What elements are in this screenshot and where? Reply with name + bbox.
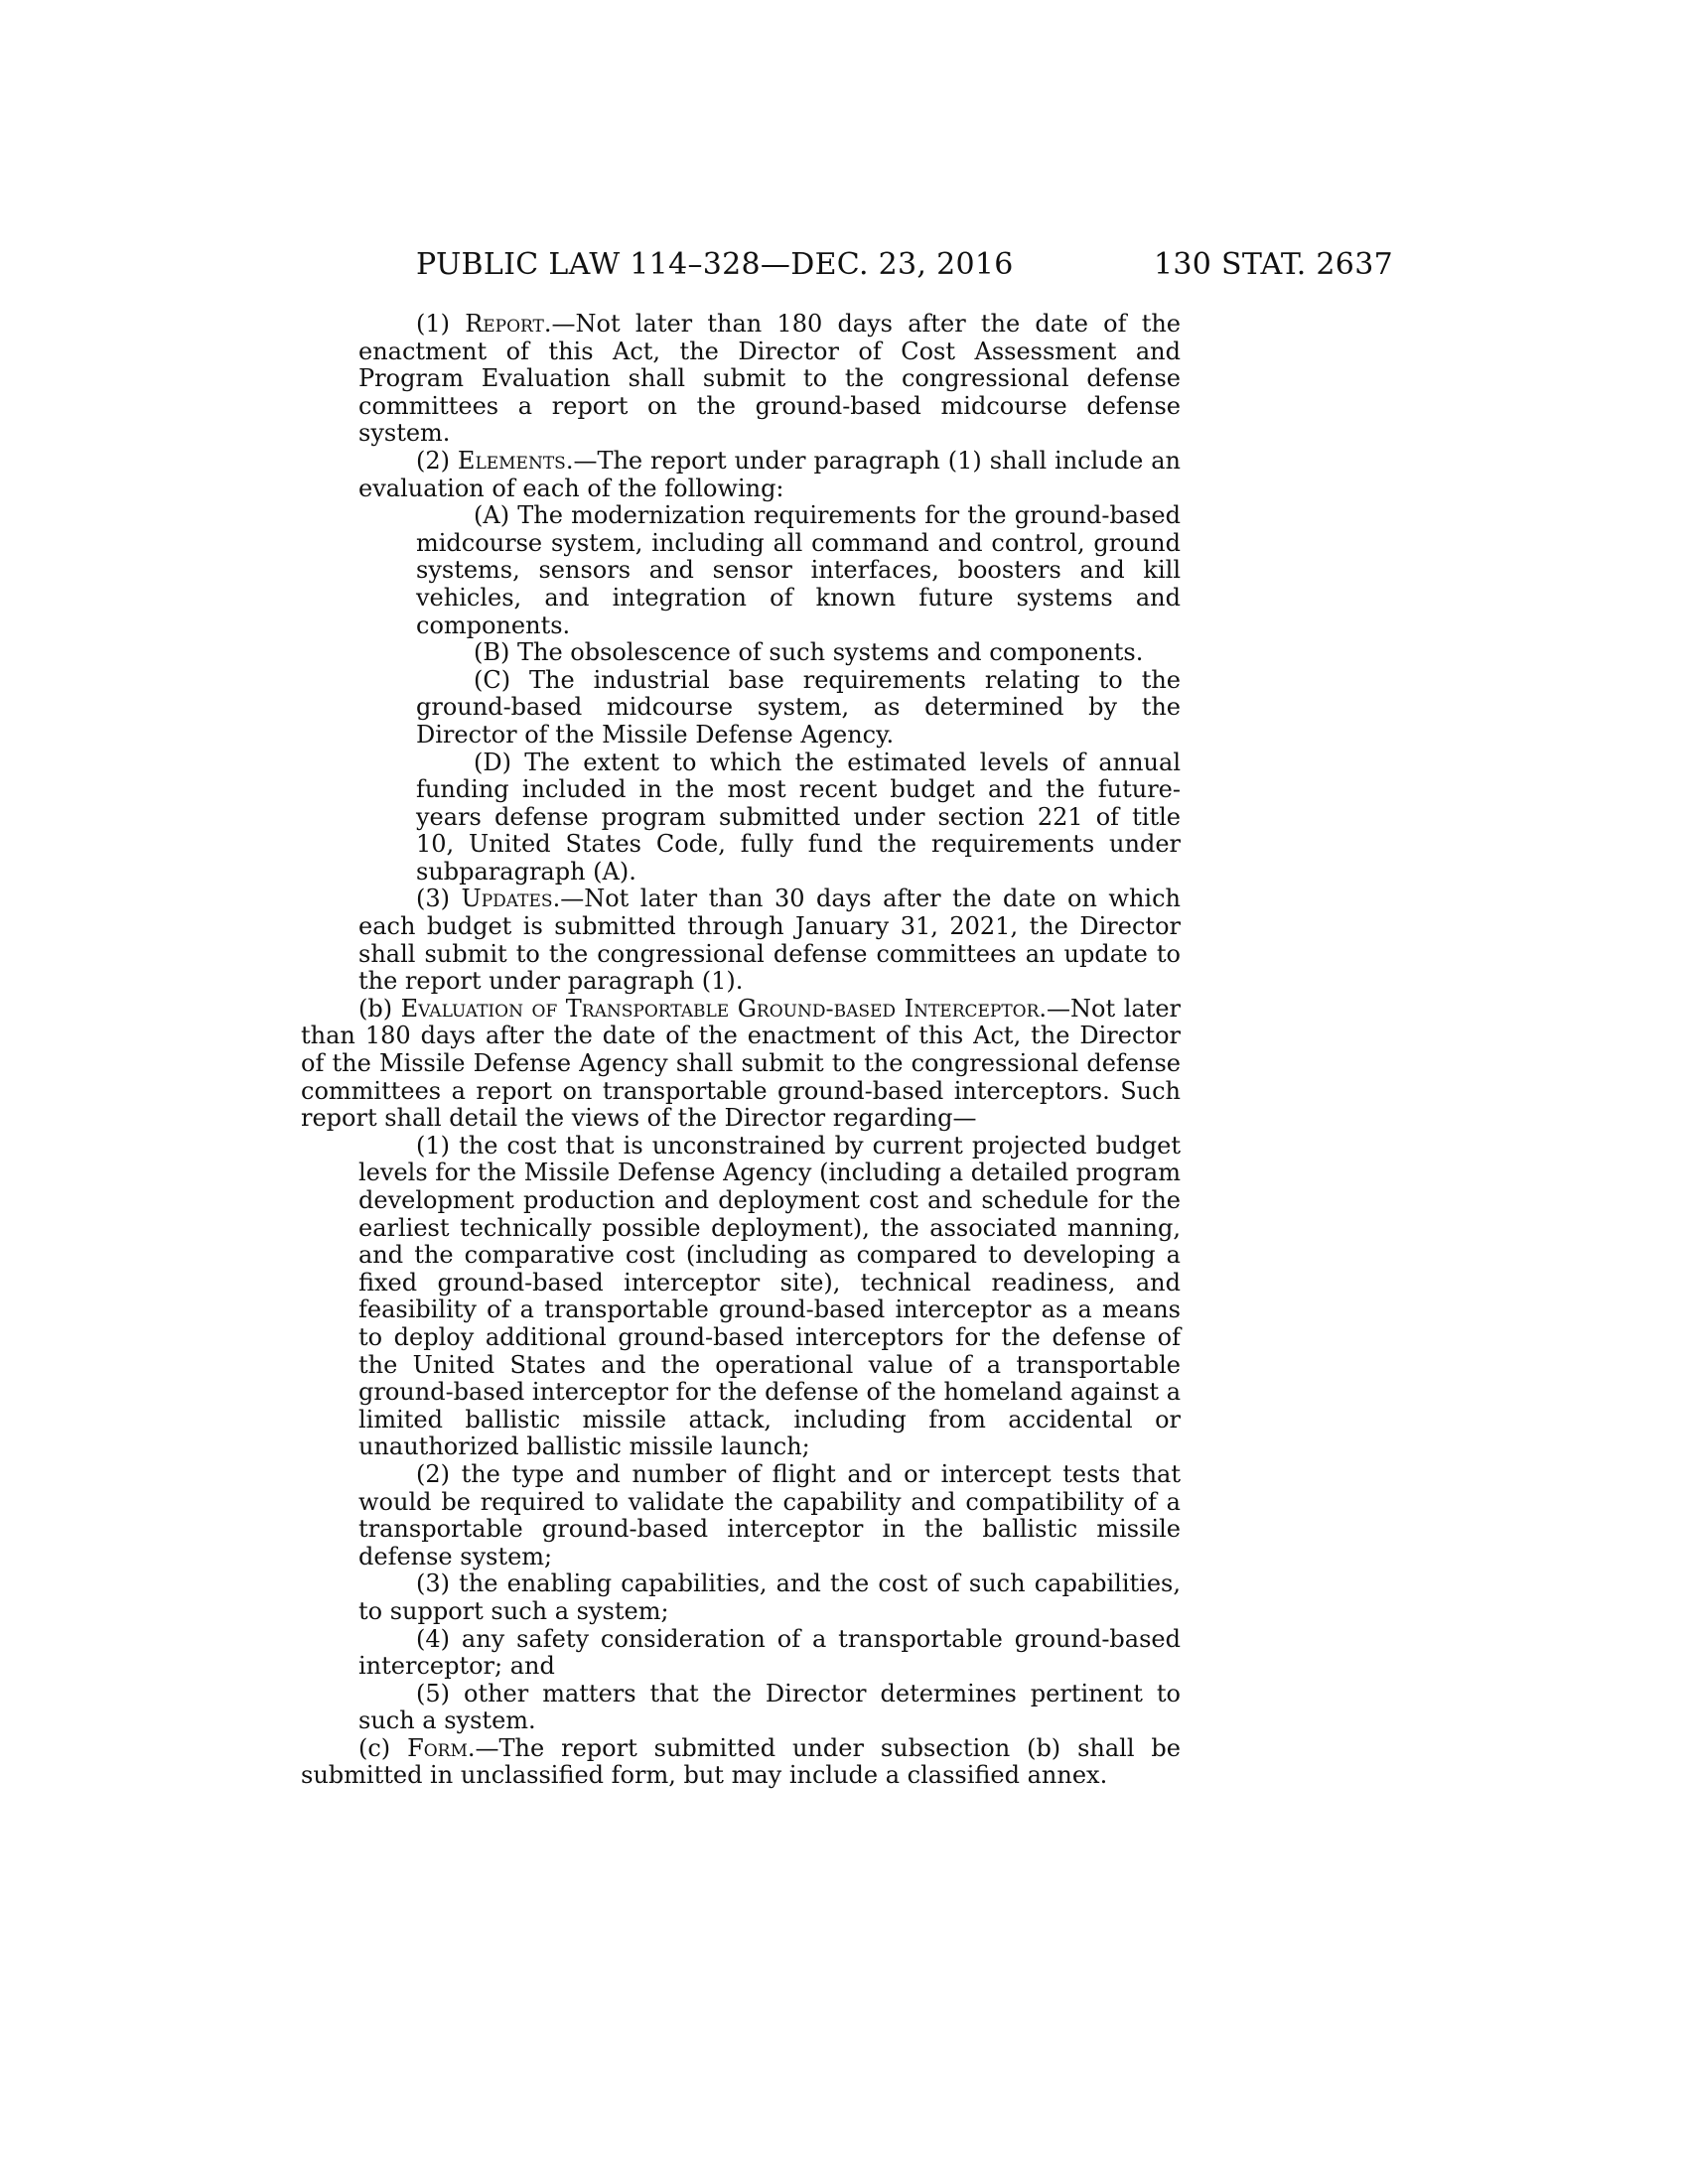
item-3: (3) the enabling capabilities, and the cost of such capabilities, to support such a system; <box>358 1570 1181 1625</box>
subparagraph-b: (B) The obsolescence of such systems and components. <box>474 638 1144 667</box>
subparagraph-a: (A) The modernization requirements for the ground-based midcourse system, including all command and control, ground systems, sensors and sensor interfaces, boosters and kill vehicles, and integration of known future systems and components. <box>416 501 1181 639</box>
paragraph-1-report <box>301 311 1181 448</box>
subsection-b <box>301 996 1181 1133</box>
paragraph-text: .—Not later than 30 days after the date on which each budget is submitted through January 31, 2021, the Director shall submit to the congressional defense committees an update to the report under paragraph (1). <box>358 885 1181 996</box>
item-4: (4) any safety consideration of a transportable ground-based interceptor; and <box>358 1624 1181 1681</box>
item-5: (5) other matters that the Director determines pertinent to such a system. <box>358 1679 1181 1735</box>
subsection-c <box>301 1735 1181 1790</box>
running-head: PUBLIC LAW 114–328—DEC. 23, 2016 <box>416 247 1014 282</box>
paragraph-2-elements <box>301 448 1181 502</box>
paragraph-heading: Elements <box>457 446 566 475</box>
statute-body <box>301 311 1181 1790</box>
item-1: (1) the cost that is unconstrained by current projected budget levels for the Missile Defense Agency (including a detailed program development production and deployment cost and schedule for the earliest technically possible deployment), the associated manning, and the comparative cost (including as compared to developing a fixed ground-based interceptor site), technical readiness, and feasibility of a transportable ground-based interceptor as a means to deploy additional ground-based interceptors for the defense of the United States and the operational value of a transportable ground-based interceptor for the defense of the homeland against a limited ballistic missile attack, including from accidental or unauthorized ballistic missile launch; <box>358 1131 1181 1461</box>
subsection-text: .—Not later than 180 days after the date of the enactment of this Act, the Director of the Missile Defense Agency shall submit to the congressional defense committees a report on transportable ground-based interceptors. Such report shall detail the views of the Director regarding— <box>301 994 1182 1133</box>
paragraph-3-updates <box>301 886 1181 995</box>
page-header <box>0 245 1688 285</box>
paragraph-text: .—The report under paragraph (1) shall include an evaluation of each of the following: <box>358 446 1181 502</box>
statute-reference: 130 STAT. 2637 <box>1154 247 1393 282</box>
subparagraph-d: (D) The extent to which the estimated levels of annual funding included in the most recent budget and the future-years defense program submitted under section 221 of title 10, United States Code, fully fund the requirements under subparagraph (A). <box>416 748 1181 886</box>
subsection-number: (b) <box>358 994 401 1023</box>
paragraph-heading: Updates <box>461 885 553 913</box>
paragraph-heading: Report <box>465 310 544 338</box>
subsection-number: (c) <box>358 1733 408 1762</box>
subsection-text: .—The report submitted under subsection (b) shall be submitted in unclassified form, but may include a classified annex. <box>301 1733 1181 1790</box>
paragraph-number: (3) <box>416 885 462 913</box>
paragraph-number: (1) <box>416 310 466 338</box>
paragraph-number: (2) <box>416 446 458 475</box>
subsection-heading: Form <box>407 1733 468 1762</box>
item-2: (2) the type and number of flight and or intercept tests that would be required to validate the capability and compatibility of a transportable ground-based interceptor in the ballistic missile defense system; <box>358 1459 1181 1570</box>
subsection-heading: Evaluation of Transportable Ground-based Interceptor <box>400 994 1040 1023</box>
subparagraph-c: (C) The industrial base requirements relating to the ground-based midcourse system, as determined by the Director of the Missile Defense Agency. <box>416 665 1181 749</box>
paragraph-text: .—Not later than 180 days after the date of the enactment of this Act, the Director of Cost Assessment and Program Evaluation shall submit to the congressional defense committees a report on the ground-based midcourse defense system. <box>358 310 1181 448</box>
